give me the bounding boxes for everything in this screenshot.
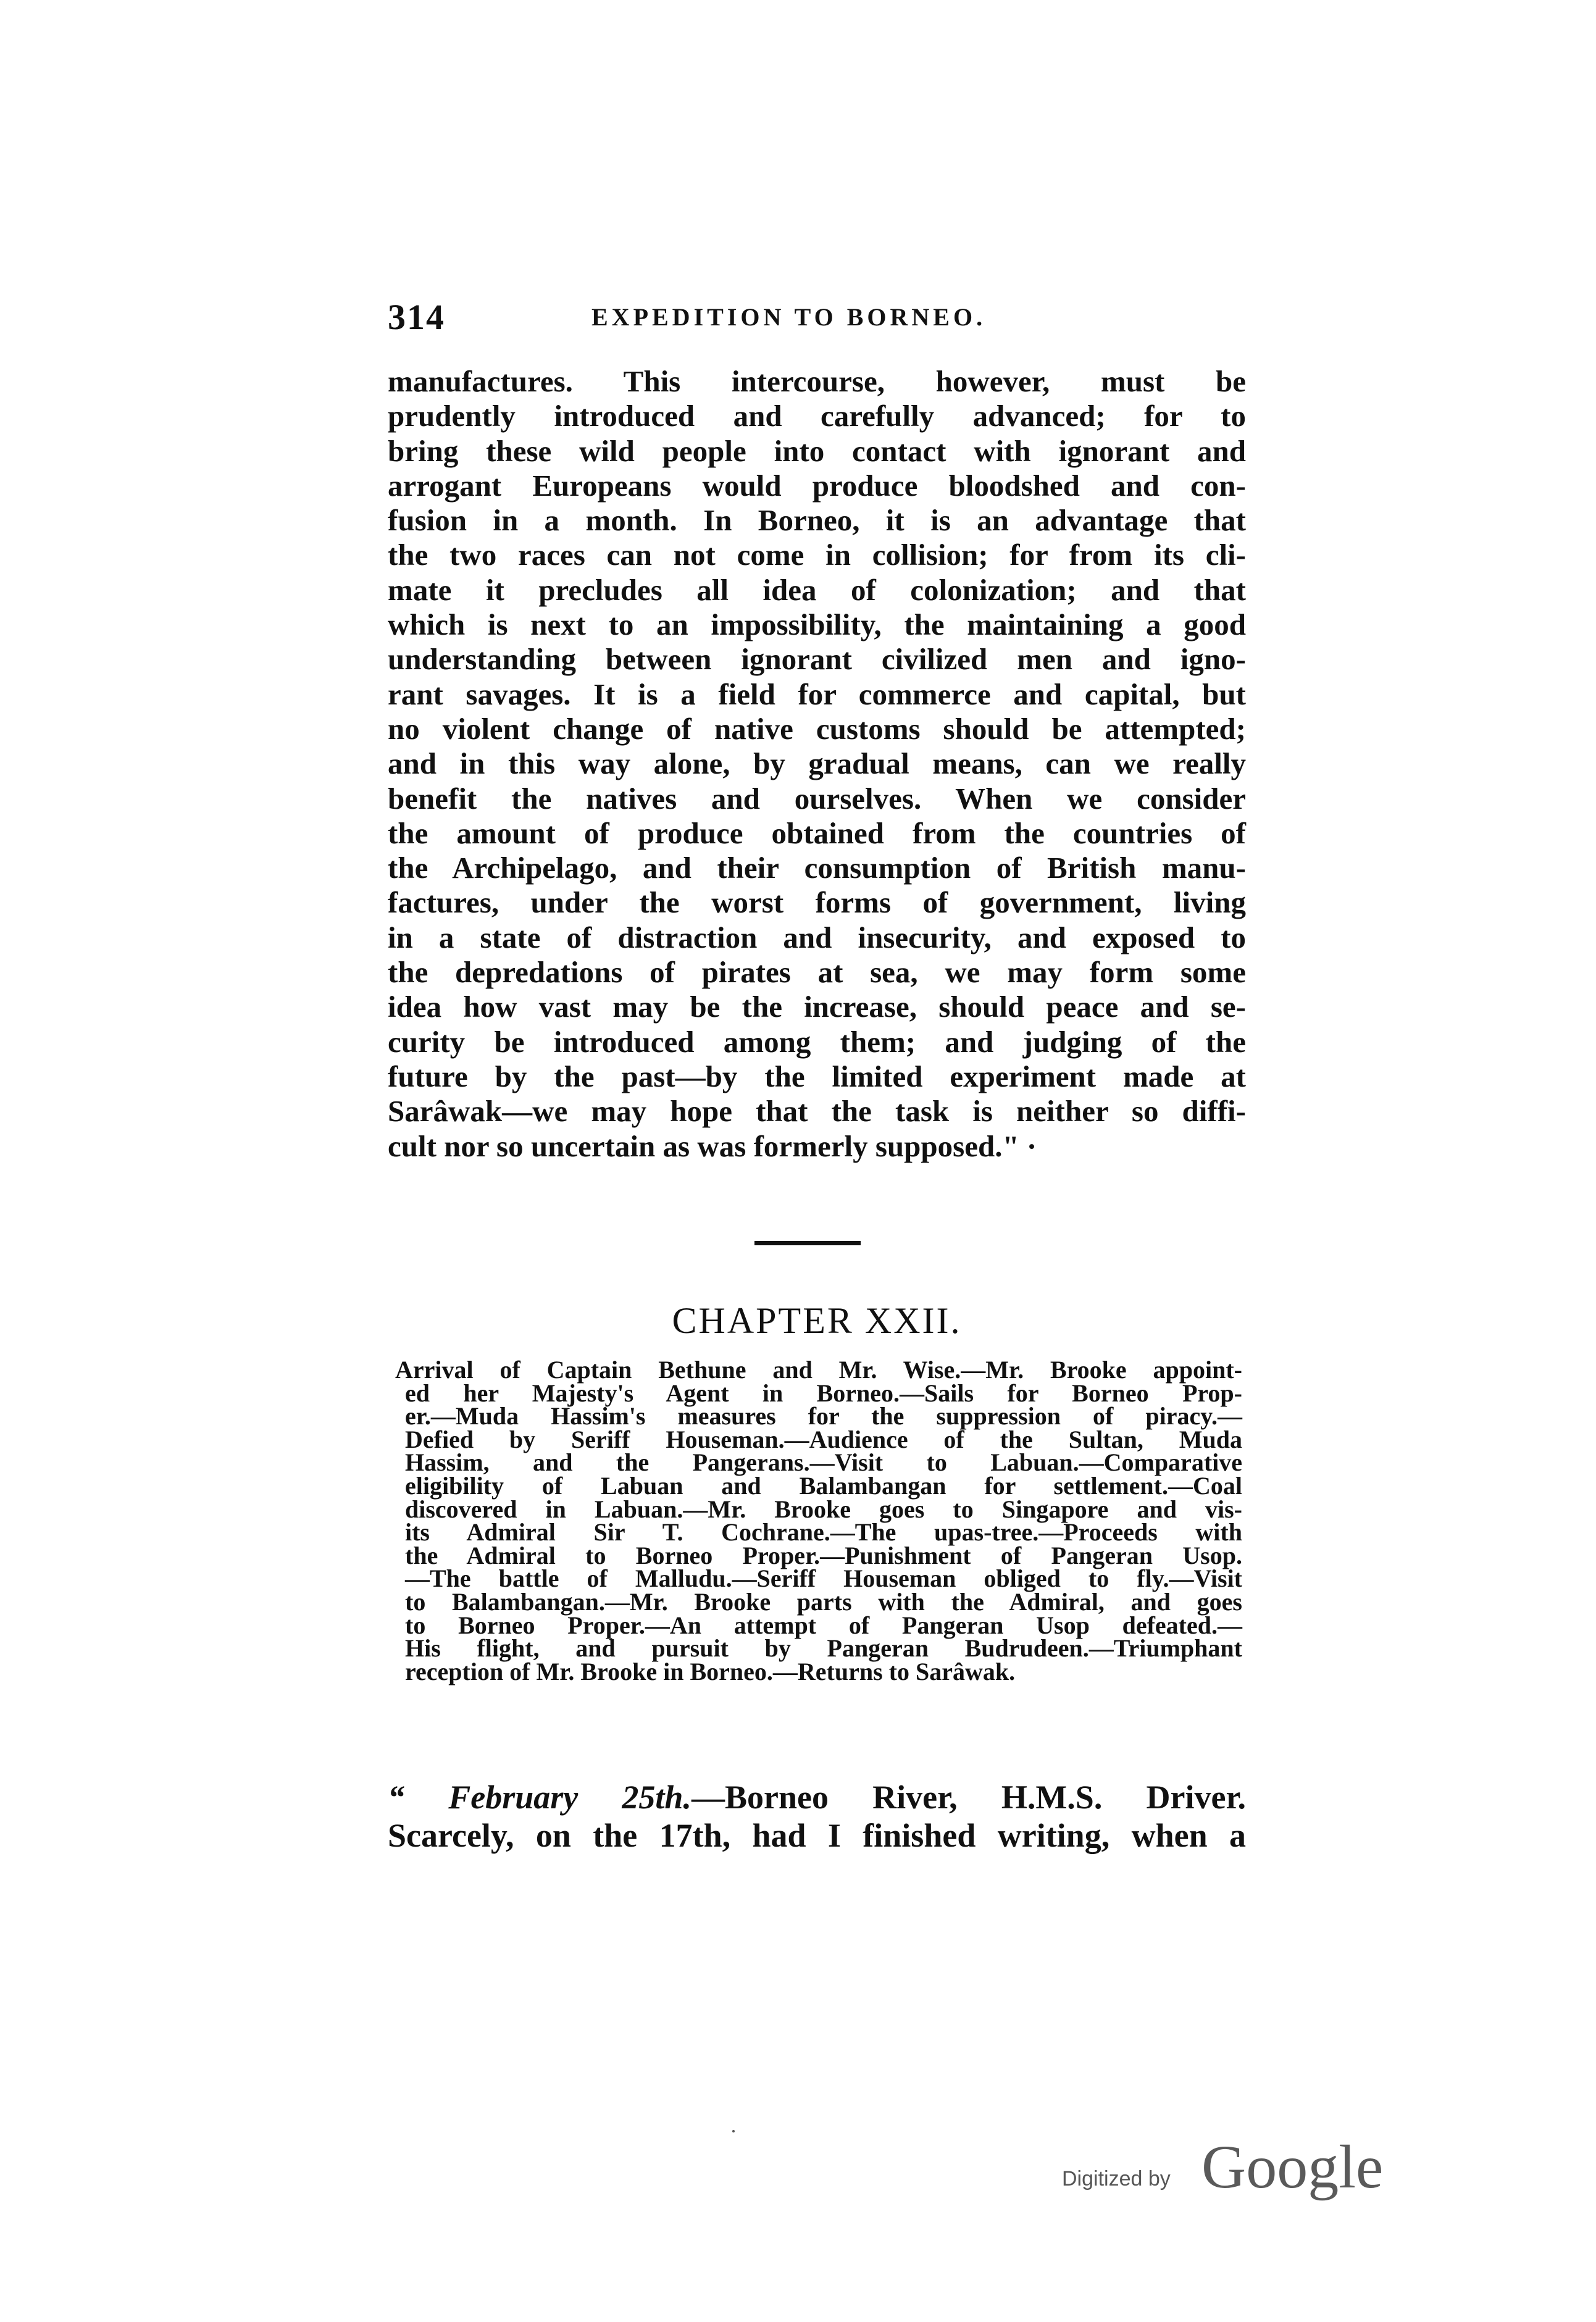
body-line: cult nor so uncertain as was formerly supposed." · [388,1129,1037,1163]
body-line: fusion in a month. In Borneo, it is an advantage that [388,503,1246,538]
summary-line: to Balambangan.—Mr. Brooke parts with the Admiral, and goes [405,1587,1242,1616]
summary-line: discovered in Labuan.—Mr. Brooke goes to Singapore and vis- [405,1495,1242,1523]
summary-line: the Admiral to Borneo Proper.—Punishment of Pangeran Usop. [405,1541,1242,1569]
summary-line: to Borneo Proper.—An attempt of Pangeran Usop defeated.— [405,1611,1242,1639]
summary-line: —The battle of Malludu.—Seriff Houseman obliged to fly.—Visit [405,1564,1242,1593]
body-line: curity be introduced among them; and judging of the [388,1024,1246,1059]
summary-line: Defied by Seriff Houseman.—Audience of the Sultan, Muda [405,1425,1242,1453]
chapter-opening [388,1778,1246,1855]
body-line: which is next to an impossibility, the maintaining a good [388,608,1246,642]
body-line: the two races can not come in collision; for from its cli- [388,538,1246,572]
chapter-title: CHAPTER XXII. [672,1300,962,1341]
digitized-by-label: Digitized by [1062,2167,1171,2190]
body-line: factures, under the worst forms of government, living [388,885,1246,920]
body-line: benefit the natives and ourselves. When we consider [388,781,1246,816]
body-line: prudently introduced and carefully advanced; for to [388,399,1246,433]
page-number: 314 [388,297,445,337]
body-line: arrogant Europeans would produce bloodshed and con- [388,468,1246,503]
opening-line [388,1778,1246,1816]
summary-line: eligibility of Labuan and Balambangan for settlement.—Coal [405,1471,1242,1500]
running-title: EXPEDITION TO BORNEO. [591,303,987,331]
body-line: the Archipelago, and their consumption of British manu- [388,851,1246,885]
summary-line: Hassim, and the Pangerans.—Visit to Labuan.—Comparative [405,1448,1242,1477]
section-divider [754,1241,861,1245]
body-line: rant savages. It is a field for commerce and capital, but [388,677,1246,711]
body-line: the depredations of pirates at sea, we may form some [388,955,1246,990]
body-line: future by the past—by the limited experiment made at [388,1059,1246,1093]
summary-line: His flight, and pursuit by Pangeran Budrudeen.—Triumphant [405,1634,1242,1663]
summary-line: er.—Muda Hassim's measures for the suppression of piracy.— [405,1402,1242,1430]
body-line: manufactures. This intercourse, however, must be [388,364,1246,398]
summary-line: Arrival of Captain Bethune and Mr. Wise.—Mr. Brooke appoint- [395,1356,1242,1384]
body-line: idea how vast may be the increase, should peace and se- [388,990,1246,1024]
opening-line-rest: —Borneo River, H.M.S. Driver. [691,1779,1246,1816]
body-line: understanding between ignorant civilized men and igno- [388,642,1246,677]
summary-line: its Admiral Sir T. Cochrane.—The upas-tree.—Proceeds with [405,1518,1242,1547]
opening-date: “ February 25th. [388,1779,691,1816]
body-line: mate it precludes all idea of colonization; and that [388,572,1246,607]
body-line: bring these wild people into contact with ignorant and [388,433,1246,468]
summary-line: reception of Mr. Brooke in Borneo.—Returns to Sarâwak. [405,1657,1016,1685]
stray-mark [732,2130,735,2132]
opening-line: Scarcely, on the 17th, had I finished writing, when a [388,1817,1246,1854]
body-line: Sarâwak—we may hope that the task is neither so diffi- [388,1094,1246,1129]
chapter-summary [395,1358,1242,1683]
summary-line: ed her Majesty's Agent in Borneo.—Sails for Borneo Prop- [405,1379,1242,1407]
body-line: no violent change of native customs should be attempted; [388,711,1246,746]
google-logo: Google [1201,2132,1384,2201]
page-header [388,296,1246,340]
body-line: and in this way alone, by gradual means, can we really [388,746,1246,781]
body-paragraph [388,364,1246,1164]
body-line: in a state of distraction and insecurity, and exposed to [388,920,1246,954]
body-line: the amount of produce obtained from the countries of [388,816,1246,850]
